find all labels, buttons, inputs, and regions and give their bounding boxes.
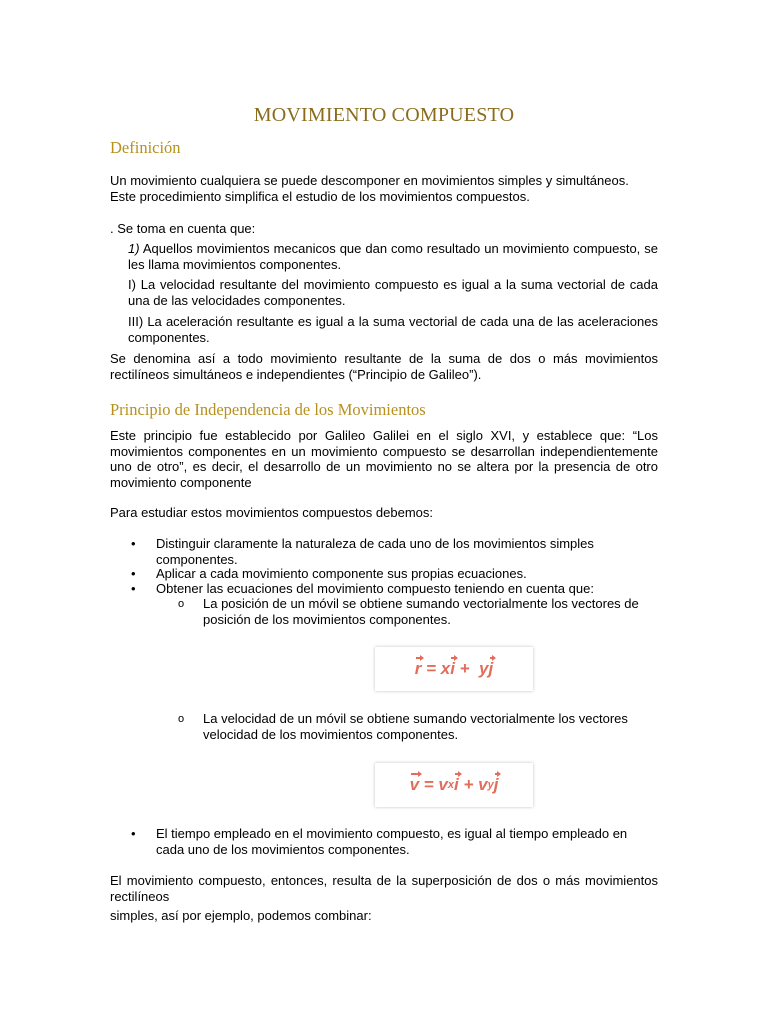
formula-velocity: v = v x i + v y j	[375, 763, 533, 807]
sub-item-posicion: La posición de un móvil se obtiene sumando vectorialmente los vectores de posición de los movimientos componentes.	[203, 596, 639, 627]
list-item-1	[128, 241, 658, 272]
circle-bullet-icon: o	[178, 713, 185, 725]
bullet-item-3: Obtener las ecuaciones del movimiento compuesto teniendo en cuenta que:	[156, 581, 594, 596]
page-title: MOVIMIENTO COMPUESTO	[253, 104, 515, 126]
paragraph-principio: Este principio fue establecido por Galileo Galilei en el siglo XVI, y establece que: “Los movimientos componentes en un movimiento compuesto se desarrollan independientemente uno de otro”, es decir, el desarrollo de un movimiento no se altera por la presencia de otro movimiento componente	[110, 428, 658, 490]
bullet-item-tiempo: El tiempo empleado en el movimiento compuesto, es igual al tiempo empleado en cada uno de los movimientos componentes.	[156, 826, 628, 857]
paragraph-lead: . Se toma en cuenta que:	[110, 221, 256, 236]
sub-item-velocidad: La velocidad de un móvil se obtiene sumando vectorialmente los vectores velocidad de los movimientos componentes.	[203, 711, 628, 742]
formula-position: r = x i + y j	[375, 647, 533, 691]
vector-j: j	[488, 659, 494, 678]
vector-v: v	[409, 775, 420, 794]
heading-definicion: Definición	[110, 138, 181, 157]
bullet-icon: •	[131, 536, 136, 551]
list-item-1-text: Aquellos movimientos mecanicos que dan como resultado un movimiento compuesto, se les llama movimientos componentes.	[128, 241, 658, 272]
bullet-item-1: Distinguir claramente la naturaleza de cada uno de los movimientos simples componentes.	[156, 536, 594, 567]
bullet-icon: •	[131, 566, 136, 581]
heading-principio: Principio de Independencia de los Movimientos	[110, 400, 426, 419]
vector-r: r	[414, 659, 422, 678]
paragraph-galileo: Se denomina así a todo movimiento resultante de la suma de dos o más movimientos rectilíneos simultáneos e independientes (“Principio de Galileo”).	[110, 351, 658, 382]
circle-bullet-icon: o	[178, 598, 185, 610]
vector-i: i	[450, 659, 455, 678]
paragraph-combinar: simples, así por ejemplo, podemos combinar:	[110, 908, 372, 923]
paragraph-intro: Un movimiento cualquiera se puede descomponer en movimientos simples y simultáneos. Este procedimiento simplifica el estudio de los movimientos compuestos.	[110, 173, 629, 204]
paragraph-superposicion: El movimiento compuesto, entonces, resulta de la superposición de dos o más movimientos rectilíneos	[110, 873, 658, 904]
bullet-icon: •	[131, 826, 136, 841]
paragraph-para-estudiar: Para estudiar estos movimientos compuestos debemos:	[110, 505, 433, 520]
list-item-3: III) La aceleración resultante es igual a la suma vectorial de cada una de las aceleraciones componentes.	[128, 314, 658, 345]
list-item-2: I) La velocidad resultante del movimiento compuesto es igual a la suma vectorial de cada una de las velocidades componentes.	[128, 277, 658, 308]
bullet-item-2: Aplicar a cada movimiento componente sus propias ecuaciones.	[156, 566, 527, 581]
bullet-icon: •	[131, 581, 136, 596]
list-item-1-number: 1)	[128, 241, 140, 256]
vector-i: i	[454, 775, 459, 794]
vector-j: j	[493, 775, 499, 794]
